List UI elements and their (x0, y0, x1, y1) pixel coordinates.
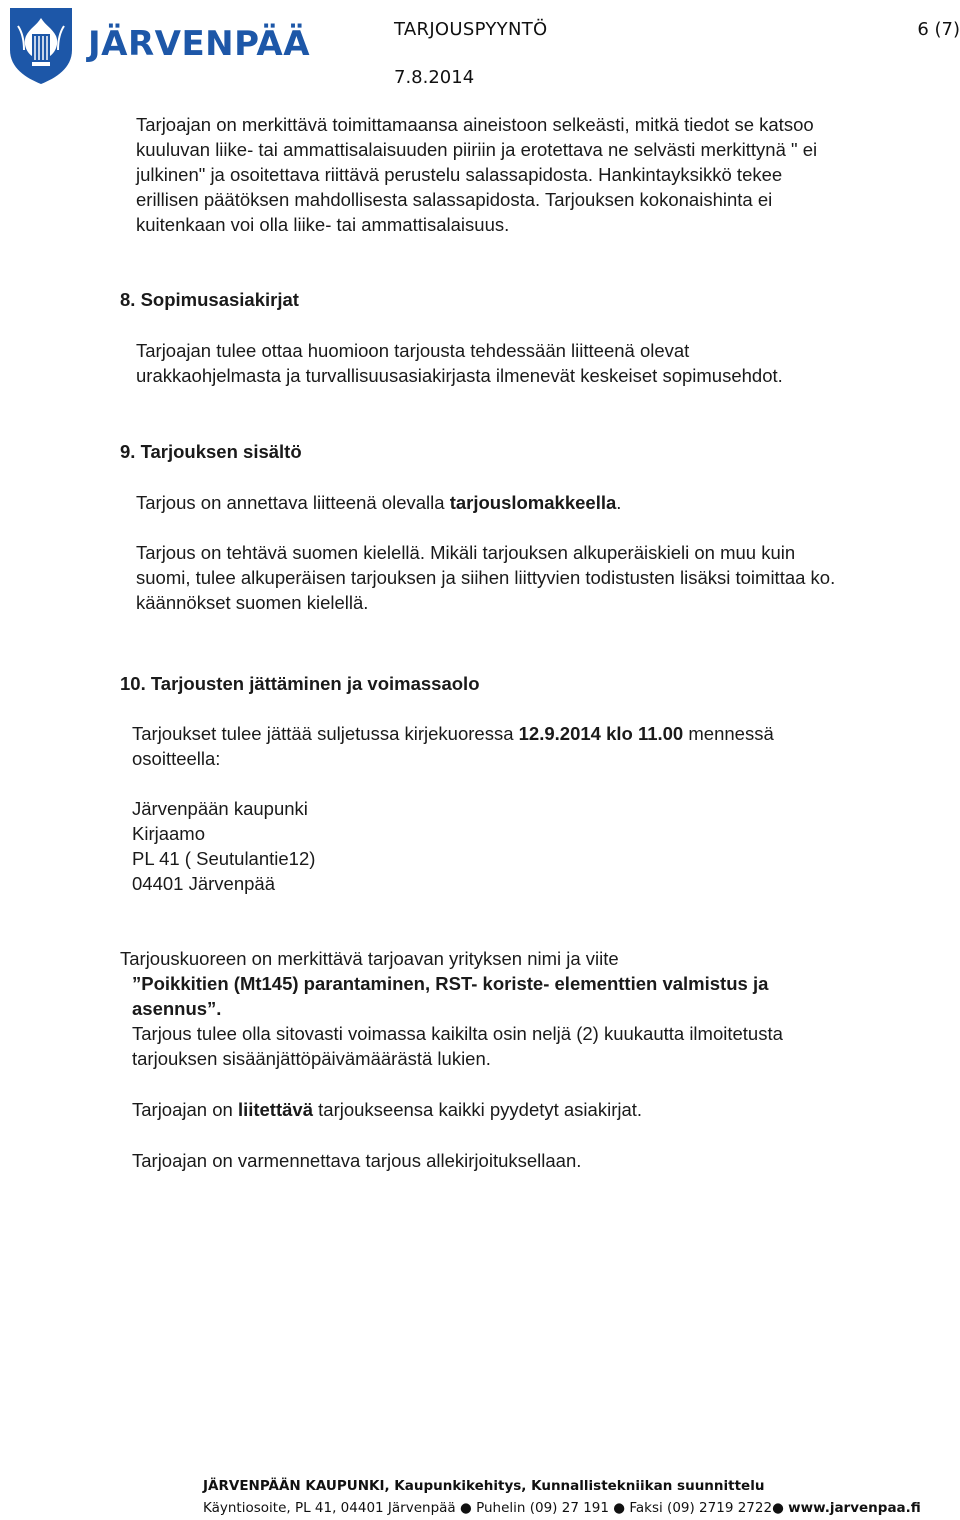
signature-line: Tarjoajan on varmennettava tarjous allekirjoituksellaan. (132, 1150, 582, 1171)
deadline-value: 12.9.2014 klo 11.00 (518, 723, 684, 744)
envelope-instruction: Tarjouskuoreen on merkittävä tarjoavan yrityksen nimi ja viite (120, 948, 619, 969)
footer-organisation: JÄRVENPÄÄN KAUPUNKI, Kaupunkikehitys, Kunnallistekniikan suunnittelu (203, 1478, 765, 1494)
attach-term: liitettävä (237, 1099, 313, 1120)
intro-line: kuuluvan liike- tai ammattisalaisuuden piiriin ja erotettava ne selvästi merkittynä " ei (136, 139, 818, 160)
section-10-heading: 10. Tarjousten jättäminen ja voimassaolo (120, 673, 480, 694)
attachments-line: Tarjoajan on liitettävä tarjoukseensa kaikki pyydetyt asiakirjat. (132, 1099, 643, 1120)
address-line: Kirjaamo (132, 823, 205, 844)
language-line: suomi, tulee alkuperäisen tarjouksen ja siihen liittyvien todistusten lisäksi toimittaa ko. (136, 567, 836, 588)
deadline-line: Tarjoukset tulee jättää suljetussa kirjekuoressa 12.9.2014 klo 11.00 mennessä (132, 723, 774, 744)
section-8-line: Tarjoajan tulee ottaa huomioon tarjousta tehdessään liitteenä olevat (136, 340, 690, 361)
deadline-line-2: osoitteella: (132, 748, 221, 769)
footer-contact (203, 1500, 921, 1516)
intro-line: Tarjoajan on merkittävä toimittamaansa aineistoon selkeästi, mitkä tiedot se katsoo (136, 114, 814, 135)
offer-form-paragraph: Tarjous on annettava liitteenä olevalla tarjouslomakkeella. (136, 492, 622, 513)
validity-line: Tarjous tulee olla sitovasti voimassa kaikilta osin neljä (2) kuukautta ilmoitetusta (132, 1023, 783, 1044)
offer-form-term: tarjouslomakkeella (449, 492, 617, 513)
document-type: TARJOUSPYYNTÖ (394, 19, 548, 40)
bullet-icon: ● (613, 1500, 630, 1516)
document-date: 7.8.2014 (394, 67, 475, 88)
intro-line: erillisen päätöksen mahdollisesta salassapidosta. Tarjouksen kokonaishinta ei (136, 189, 773, 210)
footer-phone: Puhelin (09) 27 191 (476, 1500, 609, 1516)
address-line: 04401 Järvenpää (132, 873, 275, 894)
section-9-heading: 9. Tarjouksen sisältö (120, 441, 302, 462)
jarvenpaa-logo (6, 6, 311, 86)
bullet-icon: ● (459, 1500, 477, 1516)
intro-line: julkinen" ja osoitettava riittävä perustelu salassapidosta. Hankintayksikkö tekee (136, 164, 783, 185)
project-reference-cont: asennus”. (132, 998, 222, 1019)
project-reference: ”Poikkitien (Mt145) parantaminen, RST- koriste- elementtien valmistus ja (132, 973, 769, 994)
validity-line: tarjouksen sisäänjättöpäivämäärästä lukien. (132, 1048, 491, 1069)
language-line: Tarjous on tehtävä suomen kielellä. Mikäli tarjouksen alkuperäiskieli on muu kuin (136, 542, 796, 563)
section-8-line: urakkaohjelmasta ja turvallisuusasiakirjasta ilmenevät keskeiset sopimusehdot. (136, 365, 783, 386)
language-line: käännökset suomen kielellä. (136, 592, 369, 613)
address-line: Järvenpään kaupunki (132, 798, 308, 819)
address-line: PL 41 ( Seutulantie12) (132, 848, 316, 869)
footer-address: Käyntiosoite, PL 41, 04401 Järvenpää (203, 1500, 456, 1516)
intro-line: kuitenkaan voi olla liike- tai ammattisalaisuus. (136, 214, 510, 235)
footer-website-link[interactable]: www.jarvenpaa.fi (788, 1500, 921, 1516)
section-8-heading: 8. Sopimusasiakirjat (120, 289, 299, 310)
footer-fax: Faksi (09) 2719 2722 (629, 1500, 773, 1516)
bullet-icon: ● (772, 1500, 789, 1516)
logo-wordmark: JÄRVENPÄÄ (88, 24, 311, 64)
page-number: 6 (7) (917, 19, 960, 40)
